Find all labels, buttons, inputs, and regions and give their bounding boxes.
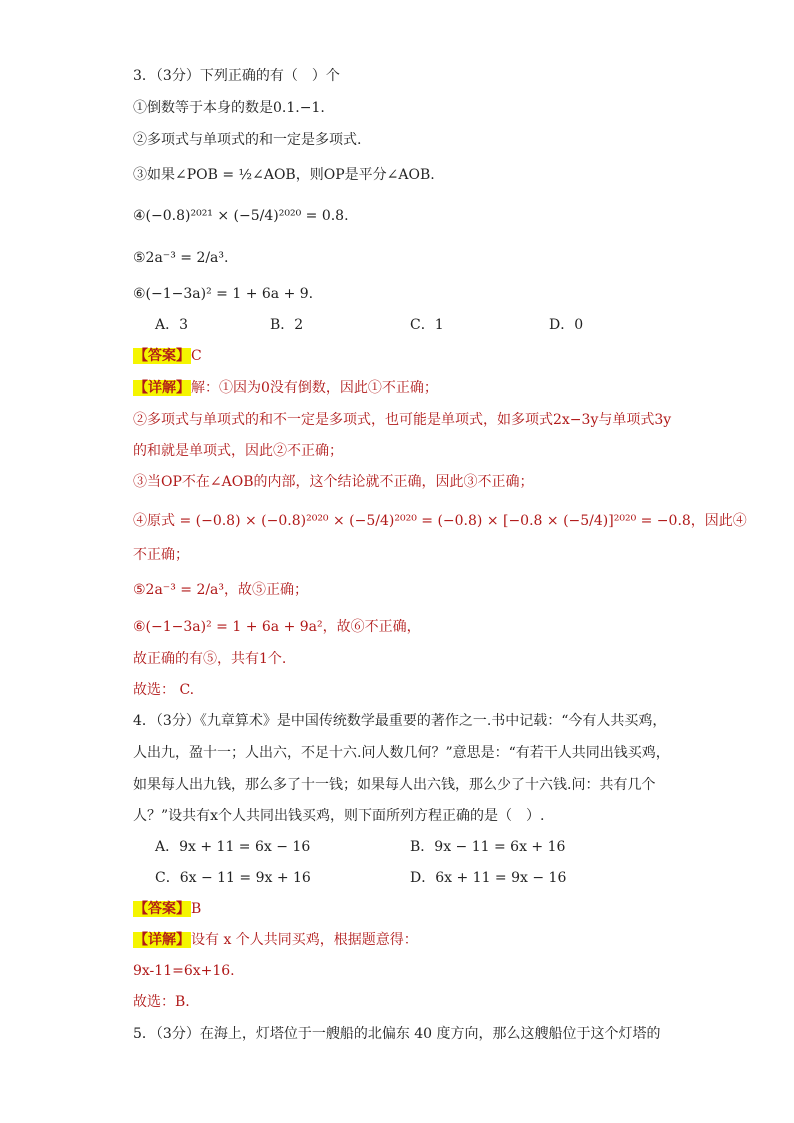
q3-answer <box>133 346 202 366</box>
detail-tag: 【详解】 <box>134 380 190 396</box>
q3-detail-1 <box>133 378 438 398</box>
q4-answer <box>133 899 201 919</box>
q5-stem: 5．（3分）在海上，灯塔位于一艘船的北偏东 40 度方向，那么这艘船位于这个灯塔的 <box>133 1026 661 1042</box>
q3-detail-9: 故正确的有⑤，共有1个. <box>133 651 287 667</box>
q3-detail-7: ⑤2a⁻³ = 2/a³，故⑤正确； <box>133 582 309 598</box>
q4-stem-4: 人？”设共有x个人共同出钱买鸡，则下面所列方程正确的是（ ）. <box>133 808 545 824</box>
q3-detail-2: ②多项式与单项式的和不一定是多项式，也可能是单项式，如多项式2x−3y与单项式3y <box>133 412 672 428</box>
q4-stem-2: 人出九，盈十一；人出六，不足十六.问人数几何？”意思是：“有若干人共同出钱买鸡， <box>133 745 670 761</box>
q3-item-1: ①倒数等于本身的数是0.1.−1. <box>133 100 325 116</box>
q4-stem-3: 如果每人出九钱，那么多了十一钱；如果每人出六钱，那么少了十六钱.问：共有几个 <box>133 777 656 793</box>
q3-item-5: ⑤2a⁻³ = 2/a³. <box>133 250 229 266</box>
q3-detail-8: ⑥(−1−3a)² = 1 + 6a + 9a²，故⑥不正确， <box>133 619 421 635</box>
q4-option-a: A．9x + 11 = 6x − 16 <box>155 839 311 855</box>
detail-text: 解：①因为0没有倒数，因此①不正确； <box>191 380 438 396</box>
q3-detail-4: ③当OP不在∠AOB的内部，这个结论就不正确，因此③不正确； <box>133 474 534 490</box>
q3-item-3: ③如果∠POB = ½∠AOB，则OP是平分∠AOB. <box>133 167 435 183</box>
answer-tag: 【答案】 <box>134 901 190 917</box>
q4-option-c: C．6x − 11 = 9x + 16 <box>155 870 311 886</box>
detail-tag: 【详解】 <box>134 932 190 948</box>
q4-stem-1: 4．（3分）《九章算术》是中国传统数学最重要的著作之一.书中记载：“今有人共买鸡， <box>133 713 667 729</box>
detail-text: 设有 x 个人共同买鸡，根据题意得： <box>191 932 418 948</box>
q3-detail-3: 的和就是单项式，因此②不正确； <box>133 443 343 459</box>
answer-value: B <box>191 901 202 917</box>
q3-item-2: ②多项式与单项式的和一定是多项式. <box>133 132 362 148</box>
q3-option-c: C．1 <box>410 317 444 333</box>
q3-option-b: B．2 <box>270 317 304 333</box>
q4-detail-1 <box>133 930 418 950</box>
q3-item-6: ⑥(−1−3a)² = 1 + 6a + 9. <box>133 286 314 302</box>
q3-item-4: ④(−0.8)²⁰²¹ × (−5/4)²⁰²⁰ = 0.8. <box>133 208 349 224</box>
q4-detail-2: 9x-11=6x+16. <box>133 963 235 979</box>
q3-option-d: D．0 <box>549 317 584 333</box>
q4-option-b: B．9x − 11 = 6x + 16 <box>410 839 566 855</box>
q4-detail-3: 故选：B. <box>133 994 190 1010</box>
q4-option-d: D．6x + 11 = 9x − 16 <box>410 870 567 886</box>
q3-detail-10: 故选： C. <box>133 682 195 698</box>
q3-detail-6: 不正确； <box>133 547 189 563</box>
q3-option-a: A．3 <box>155 317 189 333</box>
answer-tag: 【答案】 <box>134 348 190 364</box>
answer-value: C <box>191 348 202 364</box>
q3-stem: 3．（3分）下列正确的有（ ）个 <box>133 68 340 84</box>
q3-detail-5: ④原式 = (−0.8) × (−0.8)²⁰²⁰ × (−5/4)²⁰²⁰ = (−0.8) × [−0.8 × (−5/4)]²⁰²⁰ = −0.8，因此④ <box>133 513 747 529</box>
